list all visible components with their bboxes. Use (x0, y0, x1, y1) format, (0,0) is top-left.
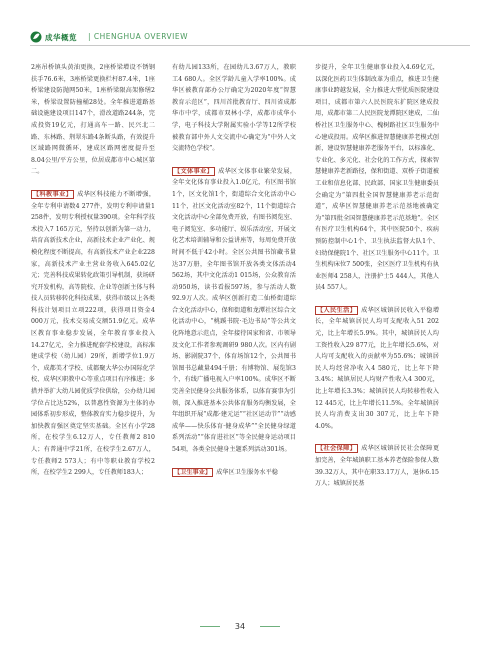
paragraph-text: 步提升，全年卫生健康事业投入4.69亿元，以深化医药卫生体制改革为重点，推进卫生健康事业跨越发展，全力推进大型优质医院建设项目，成都市第六人民医院东扩院区建成投用，成都市第二人民医院龙潭院区建成，二仙桥社区卫生服务中心、槐树路社区卫生服务中心建成投用。成华区推进智慧健康养老模式创新，建设智慧健康养老服务平台，以标准化、专业化、多元化、社会化的工作方式，探索智慧健康养老新路径，保和街道、双桥子街道被工业和信息化部、民政部、国家卫生健康委员会确定为“第四批全国智慧健康养老示范街道”，成华区智慧健康养老示范基地被确定为“第四批全国智慧健康养老示范基地”。全区有医疗卫生机构64个，其中医院50个、疾病预防控制中心1个、卫生执法监督大队1个、妇幼保健院1个、社区卫生服务中心11个。卫生机构床位7 500张，全区医疗卫生机构有执业医师4 258人，注册护士5 444人，其他人员4 557人。 (315, 64, 439, 292)
footer-decoration-right (260, 626, 280, 627)
text-column-3 (315, 62, 439, 490)
paragraph-text: 成华区卫生服务水平稳 (216, 468, 278, 476)
header-divider (30, 45, 470, 46)
paragraph (315, 62, 439, 294)
section-title-en: | CHENGHUA OVERVIEW (88, 32, 189, 41)
paragraph-text: 成华区城镇居民收入平稳增长，全年城镇居民人均可支配收入51 202元，比上年增长5.9%。其中，城镇居民人均工资性收入29 877元，比上年增长5.6%，对人均可支配收入的贡献率为55.6%；城镇居民人均经营净收入4 580元，比上年下降3.4%；城镇居民人均财产性收入4 300元，比上年增长3.3%；城镇居民人均转移性收入12 445元，比上年增长11.5%。全年城镇居民人均消费支出30 307元，比上年下降4.0%。 (315, 306, 440, 430)
paragraph-text: 2座吊桥镇头黄油更换，2座桥梁增设不锈钢扶手76.6米，3座桥梁更换栏杆87.4米，1座桥梁建设防抛网50米，1座桥梁限高架修缮2米，桥梁设置防撞桶28处。全年推进道路基础设施建设项目147个，滑改道路244条，完成投资19亿元，打通高车一路、民兴北二路、东林路、荆翠东路4条断头路，有效提升区域路网微循环，建成区路网密度提升至8.04公里/平方公里，位居成都市中心城区第二。 (31, 64, 155, 176)
page-header (30, 28, 470, 50)
page-number: 34 (234, 622, 246, 631)
section-tag: 【科教事业】 (33, 190, 73, 198)
paragraph-text: 成华区城镇居民社会保障更加完善，全年城镇职工基本养老保险参保人数39.32万人，其中在职33.17万人，退休6.15万人；城镇居民基 (315, 445, 440, 488)
section-title-en-text: CHENGHUA OVERVIEW (93, 32, 189, 41)
paragraph (31, 189, 155, 479)
section-tag: 【文体事业】 (174, 167, 214, 175)
section-tag: 【社会保障】 (317, 445, 357, 453)
paragraph (315, 305, 439, 433)
paragraph (315, 443, 439, 489)
paragraph (172, 166, 296, 456)
paragraph (31, 62, 155, 178)
paragraph (172, 467, 296, 479)
paragraph-text: 成华区文体事业繁荣发展，全年文化体育事业投入1.0亿元，有区图书馆1个，区文化馆1个，街道综合文化活动中心11个，社区文化活动室82个，11个街道综合文化活动中心全部免费开放，有图书阅览室、电子阅览室、多功能厅、娱乐活动室，开展文化艺术培训辅导和公益讲座等，每周免费开放时间不低于42小时。全区公共图书馆藏书量达37万册，全年图书馆开放各类文体活动4 562场，其中文化活动1 015场，公众教育活动950场，读书看报597场，参与活动人数92.9万人次。成华区创新打造二仙桥街道综合文化活动中心，保和街道和龙潭社区综合文化活动中心，“桃蹊书院·毛边书局”等公共文化阵地意示范点，全年接待国家和省、市领导及文化工作者参观调研9 980人次。区内有剧场、影剧院37个，体育场馆12个，公共图书馆图书总藏量494千册；有博物馆、展览馆3个，有线广播电视入户率100%。成华区不断完善全民健身公共服务体系，以体育赛事为引领，深入推进基本公共体育服务均衡发展，全年组织开展“成都·建元运”“社区运动节”“动感成华——快乐体育·健身成华”“全民健身绿道系列活动”“体育进社区”等全民健身运动项目54项，各类全民健身主题系列活动301场。 (172, 167, 297, 453)
section-title-cn: 成华概览 (45, 33, 77, 42)
text-column-1 (31, 62, 155, 479)
section-tag: 【人民生活】 (317, 306, 357, 314)
leaf-logo-icon (30, 31, 42, 43)
paragraph (172, 62, 296, 155)
section-tag: 【卫生事业】 (174, 468, 212, 476)
paragraph-text: 有幼儿园133所，在园幼儿3.67万人，教职工4 680人。全区学龄儿童入学率100%。成华区被教育部办公厅确定为2020年度“智慧教育示范区”，四川首批教育厅、四川省成都华市中学，成都市双林小学，成都市成华小学，电子科技大学附属实验小学等12所学校被教育部中外人文交流中心确定为“中外人文交流特色学校”。 (172, 64, 296, 153)
paragraph-text: 成华区科技能力不断增强，全年专利申请数4 277件，发明专利申请量1 258件，发明专利授权量390项。全年科学技术投入7 165万元，坚持以创新为第一动力，培育高新技术企业，高新技术企业产业化、规模化程度不断提高，有高新技术产业企业228家，高新技术产业主营业务收入645.02亿元；完善科技成果转化政策引导机制，获场研究开发机构，高等院校、企业等创新主体与科技人员转移转化科技成果，获得市级以上各类科技计划项目立项222项，获得项目资金4 000万元，技术交易成交额51.9亿元。成华区教育事业稳步发展，全年教育事业投入14.27亿元，全力推进配套学校建设，高标准建成学校（幼儿园）29所，新增学位1.9万个，成都美才学校、成都聚大华公办国际化学校、成华区职教中心等重点项目有序推进；多措并举扩大幼儿园优质学位供给，公办幼儿园学位占比达52%，以普惠性资源为主体的办园体系初步形成，整体教育实力稳步提升，为加快教育强区奠定坚实基础。全区有小学28所，在校学生6.12万人，专任教师2 810人；有普通中学21所，在校学生2.67万人，专任教师2 573人；有中等职业教育学校2所，在校学生2 299人，专任教师183人； (31, 190, 156, 477)
text-column-2 (172, 62, 296, 478)
